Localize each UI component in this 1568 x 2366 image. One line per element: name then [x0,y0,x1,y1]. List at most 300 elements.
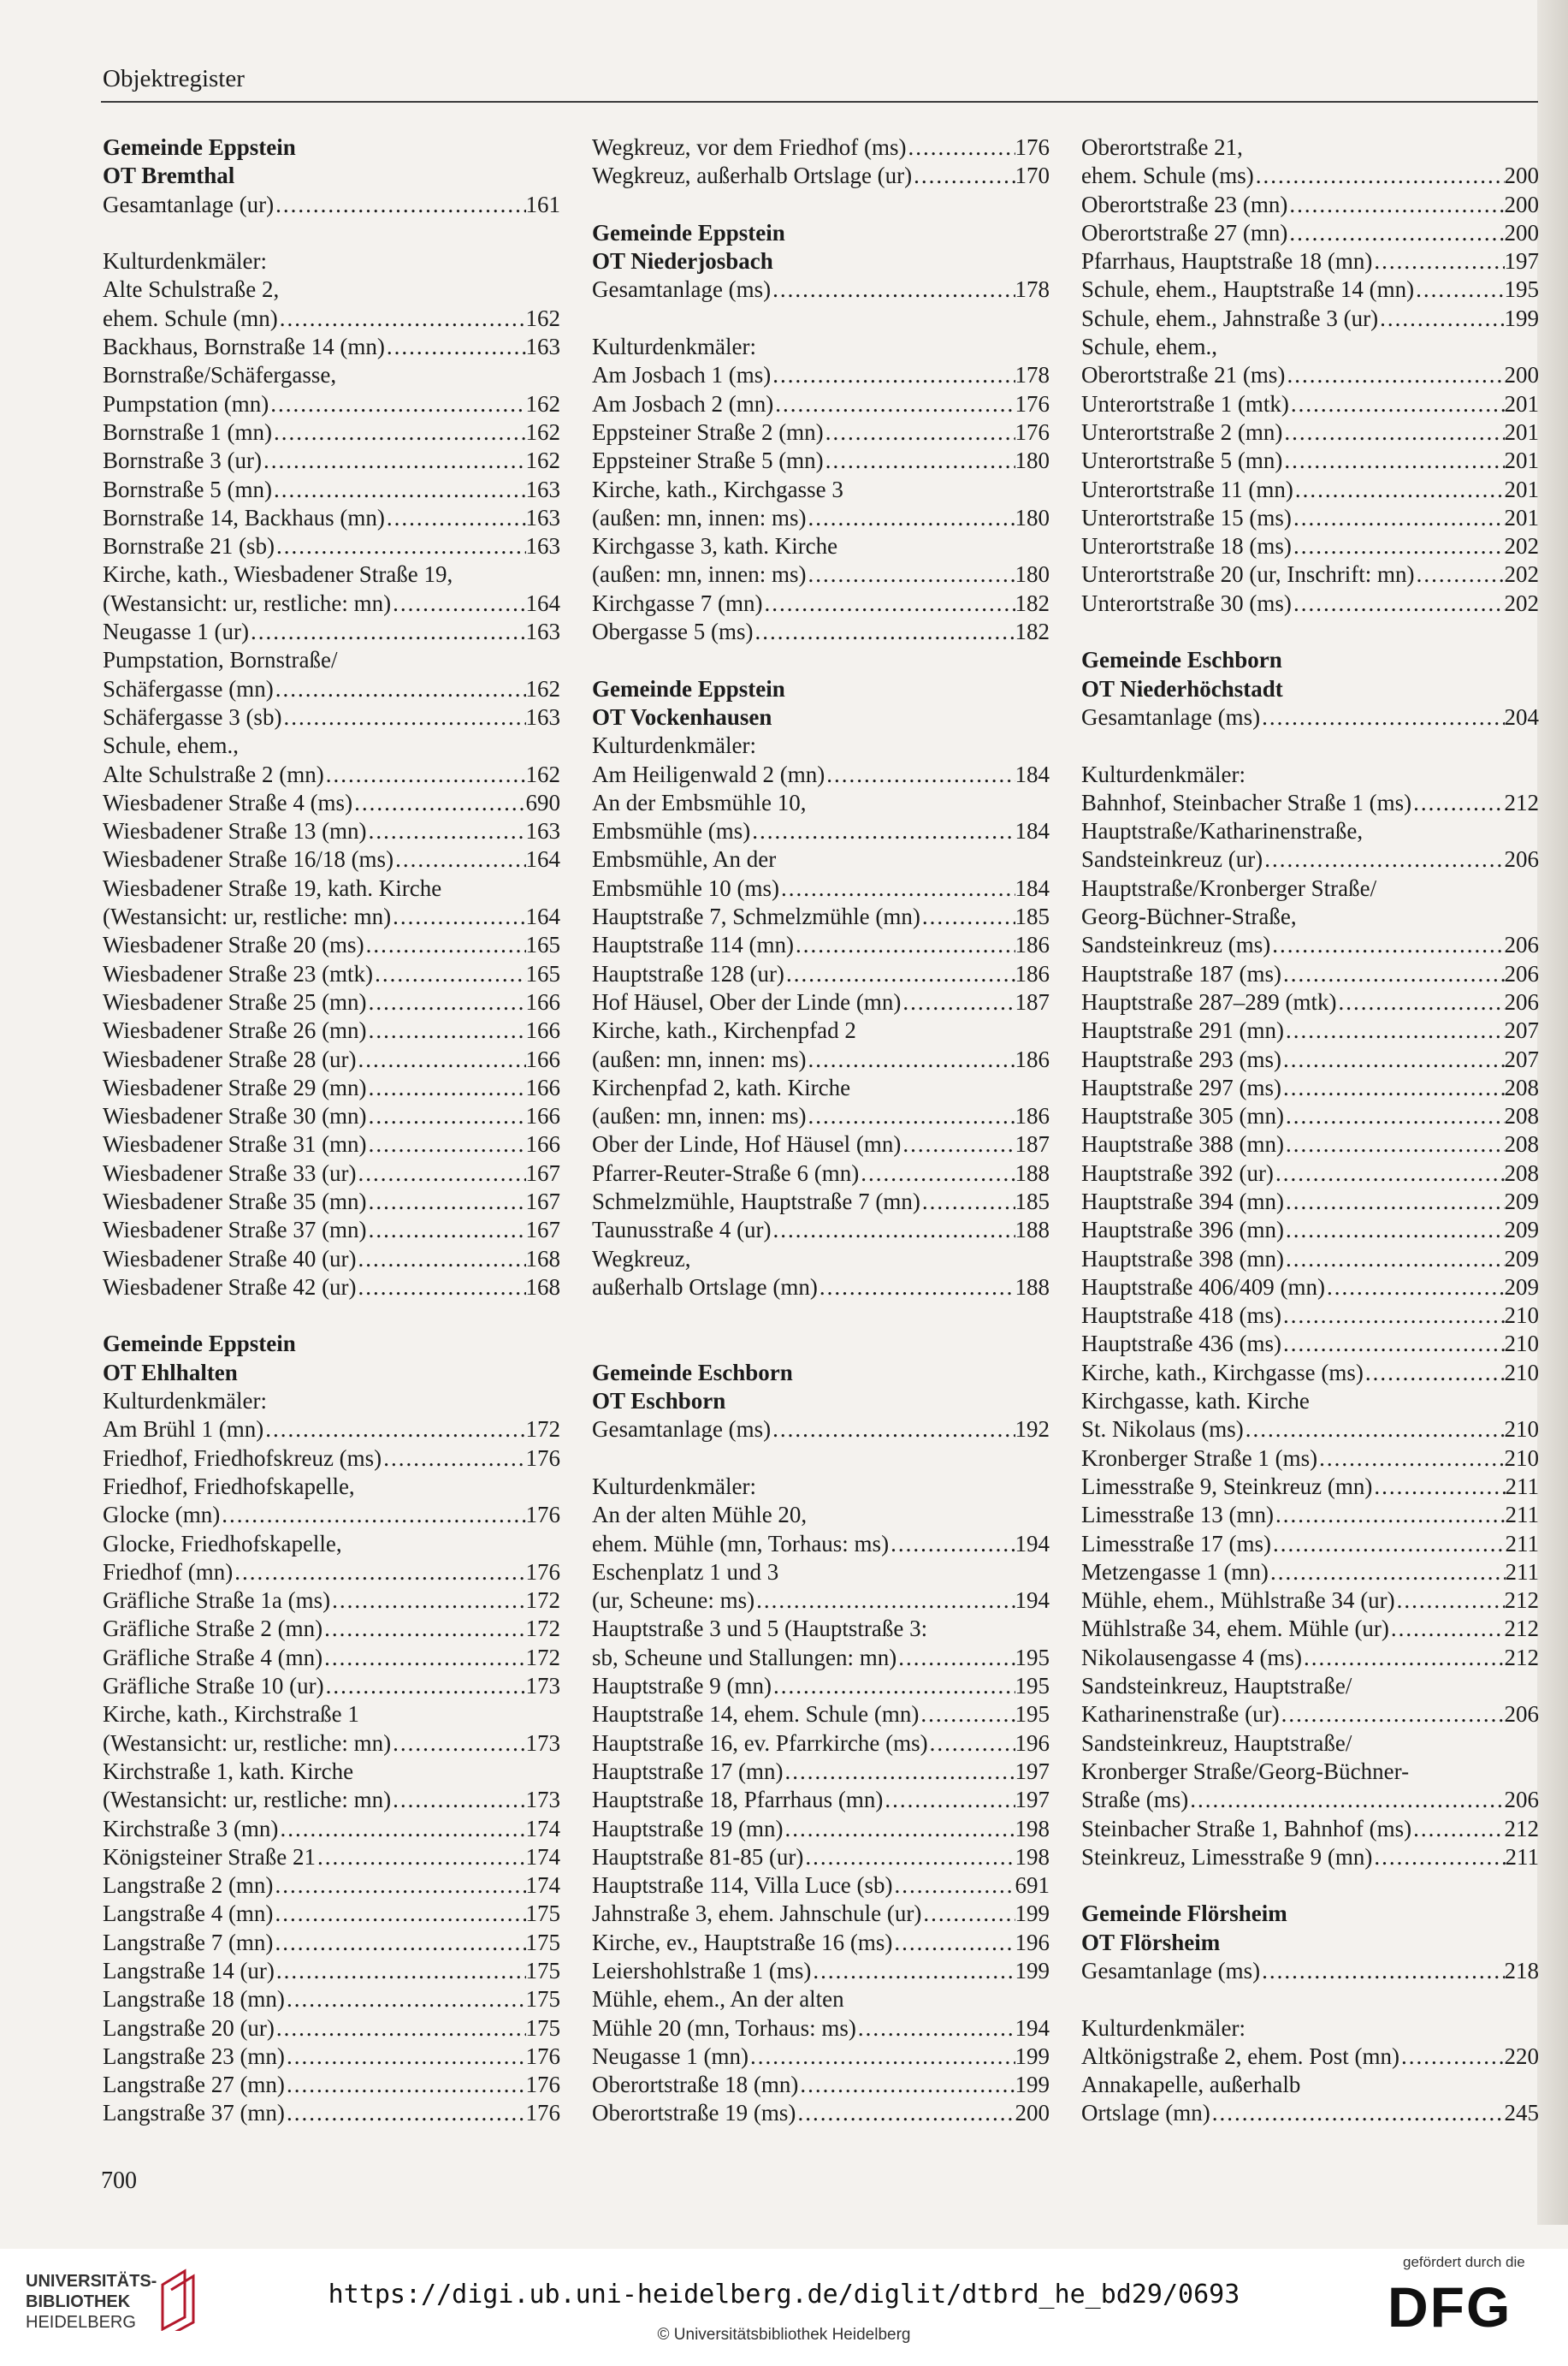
index-entry [592,418,1050,447]
entry-page-number: 206 [1504,1787,1539,1813]
dot-leader [772,1216,1015,1244]
entry-label: Eppsteiner Straße 5 (mn) [592,448,824,474]
index-entry [592,1957,1050,1985]
entry-label: Langstraße 20 (ur) [103,2014,275,2041]
entry-page-number: 182 [1015,619,1050,645]
index-entry [1081,1786,1539,1814]
entry-label: Langstraße 2 (mn) [103,1872,274,1899]
index-entry [1081,361,1539,389]
index-entry [103,1216,560,1244]
entry-label: Hauptstraße 3 und 5 (Hauptstraße 3: [592,1616,928,1642]
entry-label: Mühle 20 (mn, Torhaus: ms) [592,2014,856,2041]
entry-page-number: 162 [525,390,560,417]
index-entry [592,1644,1050,1672]
dot-leader [1270,931,1504,959]
index-entry [592,1758,1050,1786]
entry-page-number: 161 [525,191,560,217]
entry-label: Hauptstraße 81-85 (ur) [592,1843,804,1870]
dot-leader [796,2099,1015,2127]
index-entry [1081,1302,1539,1330]
index-entry-text [103,875,560,903]
entry-page-number: 195 [1015,1673,1050,1699]
index-entry [592,931,1050,959]
dot-leader [771,361,1015,389]
entry-label: Pumpstation (mn) [103,390,269,417]
index-entry [1081,1501,1539,1529]
entry-label: Hauptstraße 14, ehem. Schule (mn) [592,1701,920,1728]
entry-label: Kirchgasse 3, kath. Kirche [592,533,838,560]
entry-label: Kirche, ev., Hauptstraße 16 (ms) [592,1929,893,1955]
entry-label: Kirchstraße 1, kath. Kirche [103,1758,354,1784]
index-entry-text [592,1985,1050,2013]
index-entry [1081,1444,1539,1473]
entry-page-number: 208 [1504,1103,1539,1130]
dot-leader [324,1672,526,1700]
index-entry [592,390,1050,418]
index-entry [592,590,1050,618]
index-entry [1081,1615,1539,1643]
index-entry-text [103,1387,560,1415]
dot-leader [806,1102,1015,1130]
dot-leader [919,1700,1015,1729]
index-entry [103,1729,560,1758]
entry-label: Eppsteiner Straße 2 (mn) [592,418,824,445]
entry-label: Altkönigstraße 2, ehem. Post (mn) [1081,2043,1399,2069]
entry-label: Alte Schulstraße 2 (mn) [103,761,324,787]
entry-label: Hauptstraße 9 (mn) [592,1673,772,1699]
entry-page-number: 200 [1015,2100,1050,2126]
entry-page-number: 176 [1015,134,1050,160]
index-entry [1081,191,1539,219]
dot-leader [357,1273,526,1302]
index-entry [103,703,560,732]
index-entry [103,1871,560,1900]
dot-leader [273,1900,525,1928]
dot-leader [1274,1159,1505,1188]
dot-leader [272,476,526,504]
dfg-logo[interactable]: DFG [1388,2275,1512,2339]
index-entry [1081,1245,1539,1273]
index-entry-text [103,646,560,674]
entry-label: Hauptstraße 406/409 (mn) [1081,1273,1325,1300]
dot-leader [373,960,525,988]
entry-label: Hauptstraße 187 (ms) [1081,960,1281,987]
entry-label: Kulturdenkmäler: [592,1473,756,1499]
entry-label: Wiesbadener Straße 25 (mn) [103,988,367,1015]
entry-label: Kulturdenkmäler: [103,1388,267,1414]
index-entry [103,789,560,817]
dot-leader [1287,219,1504,247]
entry-page-number: 164 [525,590,560,616]
index-entry [1081,1700,1539,1729]
dot-leader [896,1644,1015,1672]
dot-leader [367,817,526,845]
index-entry [103,1415,560,1444]
entry-label: Schule, ehem., [103,732,239,759]
entry-page-number: 175 [525,2014,560,2041]
entry-label: Hauptstraße 7, Schmelzmühle (mn) [592,904,920,930]
entry-label: (Westansicht: ur, restliche: mn) [103,904,392,930]
entry-label: Unterortstraße 18 (ms) [1081,533,1292,560]
index-entry [103,1130,560,1159]
entry-label: Gesamtanlage (ms) [592,1416,772,1443]
dot-leader [906,133,1015,162]
entry-label: Pfarrhaus, Hauptstraße 18 (mn) [1081,248,1373,275]
dot-leader [1414,276,1504,304]
index-entry [103,1815,560,1843]
entry-page-number: 207 [1504,1017,1539,1044]
dot-leader [352,789,525,817]
entry-page-number: 197 [1015,1758,1050,1784]
index-entry-text [1081,333,1539,361]
dot-leader [1389,1615,1505,1643]
entry-label: Kronberger Straße/Georg-Büchner- [1081,1758,1410,1784]
dot-leader [920,1188,1015,1216]
entry-label: Straße (ms) [1081,1787,1189,1813]
entry-page-number: 172 [525,1587,560,1614]
entry-page-number: 201 [1504,448,1539,474]
index-entry [1081,305,1539,333]
entry-label: Am Josbach 1 (ms) [592,362,772,388]
entry-label: Eschenplatz 1 und 3 [592,1558,779,1585]
dot-leader [1282,447,1504,475]
entry-label: Mühle, ehem., An der alten [592,1986,844,2013]
dot-leader [824,418,1015,447]
index-column-2 [592,133,1050,2128]
viewer-footer [0,2249,1568,2366]
dot-leader [330,1586,525,1615]
index-entry [1081,845,1539,874]
index-entry-text [103,276,560,304]
entry-page-number: 173 [525,1729,560,1756]
entry-label: Langstraße 14 (ur) [103,1958,275,1984]
entry-label: Bornstraße 21 (sb) [103,533,275,560]
entry-page-number: 209 [1504,1245,1539,1272]
entry-label: Gesamtanlage (ur) [103,191,275,217]
entry-page-number: 690 [525,789,560,815]
index-entry [592,1273,1050,1302]
dot-leader [772,1672,1015,1700]
dot-leader [1302,1644,1505,1672]
index-entry [592,560,1050,589]
index-entry [103,1558,560,1586]
entry-page-number: 206 [1504,932,1539,958]
entry-label: Hauptstraße 19 (mn) [592,1815,784,1841]
entry-label: Wiesbadener Straße 23 (mtk) [103,960,374,987]
entry-page-number: 188 [1015,1273,1050,1300]
dot-leader [754,1586,1015,1615]
entry-label: Wiesbadener Straße 37 (mn) [103,1217,367,1243]
entry-label: Glocke, Friedhofskapelle, [103,1530,342,1557]
index-entry-text [103,1473,560,1501]
entry-label: Langstraße 7 (mn) [103,1929,274,1955]
index-entry [103,2014,560,2043]
entry-label: Wegkreuz, vor dem Friedhof (ms) [592,134,907,160]
entry-label: Kulturdenkmäler: [592,334,756,360]
dot-leader [1244,1415,1505,1444]
entry-page-number: 162 [525,418,560,445]
entry-page-number: 175 [525,1986,560,2013]
section-heading: Gemeinde Eppstein [103,134,296,160]
entry-label: (Westansicht: ur, restliche: mn) [103,590,392,616]
dot-leader [928,1729,1015,1758]
section-heading: OT Niederjosbach [592,248,773,275]
index-entry [103,1644,560,1672]
dot-leader [322,1644,525,1672]
entry-label: Glocke (mn) [103,1502,221,1528]
entry-page-number: 167 [525,1217,560,1243]
entry-label: Ober der Linde, Hof Häusel (mn) [592,1131,902,1158]
index-entry-text [592,476,1050,504]
index-entry [592,1843,1050,1871]
index-entry [103,817,560,845]
index-entry [103,1188,560,1216]
index-entry [103,1159,560,1188]
entry-label: Wiesbadener Straße 19, kath. Kirche [103,875,442,901]
entry-label: Backhaus, Bornstraße 14 (mn) [103,334,385,360]
index-entry [1081,2099,1539,2127]
dot-leader [275,1957,526,1985]
section-heading: Gemeinde Eppstein [592,219,785,246]
entry-page-number: 166 [525,1017,560,1044]
entry-label: Bornstraße 1 (mn) [103,418,272,445]
entry-label: Ortslage (mn) [1081,2100,1210,2126]
entry-label: (außen: mn, innen: ms) [592,504,807,531]
entry-page-number: 174 [525,1815,560,1841]
entry-label: Oberortstraße 21, [1081,134,1243,160]
index-entry [592,1871,1050,1900]
index-entry [592,2014,1050,2043]
dot-leader [1415,560,1505,589]
entry-label: Bornstraße 5 (mn) [103,476,272,502]
copyright-notice: © Universitätsbibliothek Heidelberg [657,2326,911,2344]
dot-leader [273,1871,525,1900]
entry-page-number: 196 [1015,1929,1050,1955]
index-entry [1081,590,1539,618]
index-entry-text [103,1758,560,1786]
dot-leader [1281,960,1505,988]
entry-page-number: 204 [1504,703,1539,730]
entry-label: Kirche, kath., Kirchenpfad 2 [592,1017,856,1044]
entry-page-number: 182 [1015,590,1050,616]
index-entry [103,1929,560,1957]
entry-label: Unterortstraße 30 (ms) [1081,590,1292,616]
section-heading: OT Eschborn [592,1388,726,1414]
dot-leader [1411,789,1504,817]
index-entry [103,504,560,532]
entry-page-number: 210 [1504,1331,1539,1357]
entry-label: Unterortstraße 5 (mn) [1081,448,1283,474]
entry-label: Embsmühle, An der [592,846,777,873]
entry-label: Hauptstraße 18, Pfarrhaus (mn) [592,1787,884,1813]
entry-label: Hauptstraße 287–289 (mtk) [1081,988,1337,1015]
entry-page-number: 166 [525,1046,560,1072]
entry-page-number: 173 [525,1673,560,1699]
index-entry [103,418,560,447]
index-entry [592,1929,1050,1957]
index-entry [592,1188,1050,1216]
dot-leader [367,988,526,1017]
dot-leader [798,2071,1015,2099]
entry-page-number: 162 [525,761,560,787]
index-entry-text [592,1017,1050,1045]
entry-label: Am Brühl 1 (mn) [103,1416,264,1443]
dot-leader [1284,1245,1505,1273]
index-entry-text [1081,2014,1539,2043]
entry-label: An der Embsmühle 10, [592,789,807,815]
entry-page-number: 168 [525,1245,560,1272]
index-entry-text [592,1558,1050,1586]
entry-label: Wiesbadener Straße 26 (mn) [103,1017,367,1044]
dot-leader [1188,1786,1504,1814]
entry-label: Unterortstraße 2 (mn) [1081,418,1283,445]
dot-leader [856,2014,1015,2043]
index-entry [592,1586,1050,1615]
index-entry [103,1843,560,1871]
entry-page-number: 186 [1015,1103,1050,1130]
entry-label: Langstraße 27 (mn) [103,2072,285,2098]
dot-leader [818,1273,1015,1302]
entry-label: Bornstraße 3 (ur) [103,448,262,474]
entry-page-number: 199 [1015,2043,1050,2069]
entry-page-number: 206 [1504,960,1539,987]
section-heading: Gemeinde Flörsheim [1081,1901,1287,1927]
dot-leader [275,532,526,560]
index-entry [103,2071,560,2099]
entry-label: Unterortstraße 20 (ur, Inschrift: mn) [1081,561,1415,588]
entry-page-number: 173 [525,1787,560,1813]
permalink-url[interactable]: https://digi.ub.uni-heidelberg.de/diglit/dtbrd_he_bd29/0693 [328,2280,1240,2310]
dot-leader [750,817,1015,845]
index-entry [1081,703,1539,732]
dot-leader [367,1017,526,1045]
index-entry [592,361,1050,389]
dot-leader [1292,504,1505,532]
entry-page-number: 172 [525,1644,560,1670]
entry-page-number: 163 [525,476,560,502]
entry-label: Am Heiligenwald 2 (mn) [592,761,825,787]
entry-page-number: 176 [525,1558,560,1585]
entry-page-number: 187 [1015,988,1050,1015]
index-entry [103,1017,560,1045]
dot-leader [285,2071,526,2099]
dot-leader [803,1843,1015,1871]
dot-leader [1284,1017,1505,1045]
entry-label: Kirchenpfad 2, kath. Kirche [592,1074,851,1100]
entry-page-number: 162 [525,675,560,702]
entry-page-number: 176 [525,1502,560,1528]
index-entry [1081,1957,1539,1985]
dot-leader [1281,1074,1505,1102]
section-heading: Gemeinde Eschborn [1081,647,1282,673]
entry-page-number: 163 [525,619,560,645]
entry-label: Hauptstraße 114, Villa Luce (sb) [592,1872,893,1899]
entry-label: Hauptstraße 291 (mn) [1081,1017,1284,1044]
entry-label: Gesamtanlage (ms) [1081,703,1261,730]
entry-page-number: 174 [525,1843,560,1870]
entry-page-number: 211 [1505,1502,1539,1528]
entry-page-number: 218 [1504,1958,1539,1984]
entry-label: Nikolausengasse 4 (ms) [1081,1644,1302,1670]
entry-label: Unterortstraße 11 (mn) [1081,476,1293,502]
entry-label: Kirche, kath., Kirchstraße 1 [103,1701,359,1728]
entry-page-number: 163 [525,504,560,531]
index-entry [1081,988,1539,1017]
entry-label: Oberortstraße 23 (mn) [1081,191,1288,217]
entry-page-number: 210 [1504,1359,1539,1385]
dot-leader [921,1900,1015,1928]
dot-leader [1372,247,1504,276]
dot-leader [1289,390,1505,418]
dot-leader [382,1444,525,1473]
index-entry-text [103,732,560,760]
entry-page-number: 201 [1504,504,1539,531]
dot-leader [889,1530,1015,1558]
entry-page-number: 202 [1504,533,1539,560]
dot-leader [1281,1302,1505,1330]
entry-page-number: 210 [1504,1416,1539,1443]
entry-page-number: 164 [525,904,560,930]
dot-leader [262,447,526,475]
dot-leader [1284,1130,1505,1159]
entry-label: Friedhof, Friedhofskapelle, [103,1473,355,1499]
dot-leader [824,447,1015,475]
dot-leader [883,1786,1015,1814]
index-entry [1081,1815,1539,1843]
index-entry [592,2071,1050,2099]
entry-label: Gräfliche Straße 4 (mn) [103,1644,323,1670]
entry-label: Hauptstraße 17 (mn) [592,1758,784,1784]
entry-label: Friedhof (mn) [103,1558,234,1585]
index-entry [1081,247,1539,276]
index-entry [592,988,1050,1017]
dot-leader [385,504,526,532]
entry-label: Limesstraße 9, Steinkreuz (mn) [1081,1473,1373,1499]
dot-leader [1284,1188,1505,1216]
entry-page-number: 199 [1504,305,1539,331]
dot-leader [1372,1473,1505,1501]
entry-page-number: 245 [1504,2100,1539,2126]
index-entry [103,761,560,789]
index-entry [103,618,560,646]
dot-leader [273,1929,525,1957]
entry-page-number: 188 [1015,1159,1050,1186]
index-entry [1081,447,1539,475]
dot-leader [1292,590,1505,618]
entry-label: Kulturdenkmäler: [1081,761,1246,787]
entry-label: ehem. Mühle (mn, Torhaus: ms) [592,1530,890,1557]
entry-label: Embsmühle (ms) [592,818,751,845]
dot-leader [1263,845,1504,874]
index-entry [1081,1415,1539,1444]
entry-label: Kirchstraße 3 (mn) [103,1815,279,1841]
index-entry [592,817,1050,845]
entry-spacer [1081,1871,1539,1900]
entry-page-number: 176 [1015,418,1050,445]
index-entry-text [592,1473,1050,1501]
index-entry [592,1672,1050,1700]
index-entry [1081,1102,1539,1130]
index-entry [1081,532,1539,560]
index-entry-text [103,1530,560,1558]
entry-page-number: 199 [1015,2072,1050,2098]
entry-label: Hof Häusel, Ober der Linde (mn) [592,988,902,1015]
entry-page-number: 211 [1505,1558,1539,1585]
entry-label: Neugasse 1 (ur) [103,619,249,645]
entry-label: Kirchgasse 7 (mn) [592,590,763,616]
dot-leader [274,675,526,703]
entry-page-number: 212 [1504,789,1539,815]
